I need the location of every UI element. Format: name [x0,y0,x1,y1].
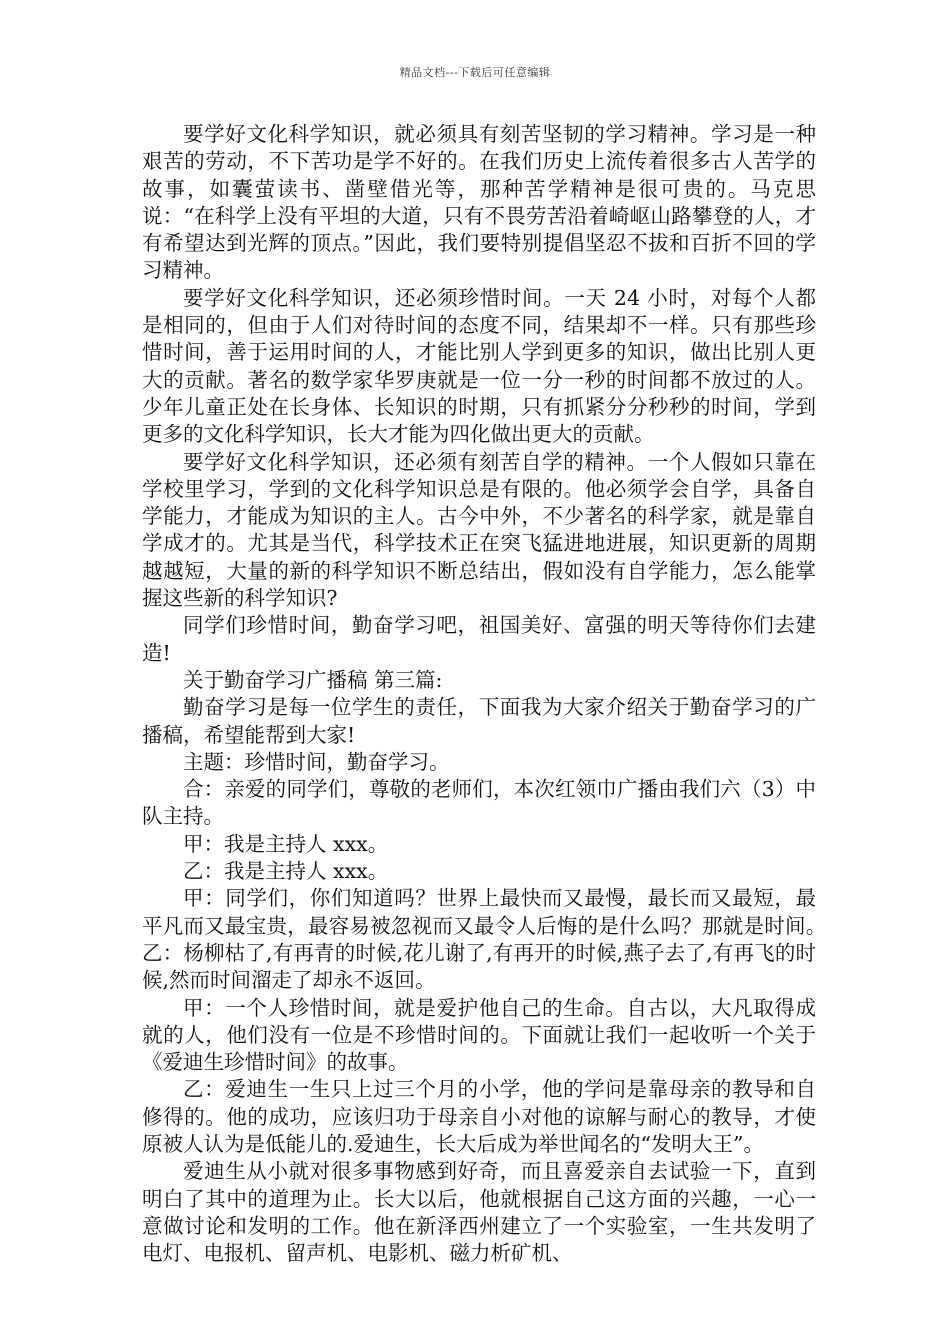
section-heading: 关于勤奋学习广播稿 第三篇: [183,667,443,692]
paragraph: 要学好文化科学知识，还必须有刻苦自学的精神。一个人假如只靠在学校里学习，学到的文化科学知识总是有限的。他必须学会自学，具备自学能力，才能成为知识的主人。古今中外，不少著名的科学家，就是靠自学成才的。尤其是当代，科学技术正在突飞猛进地进展，知识更新的周期越越短，大量的新的科学知识不断总结出，假如没有自学能力，怎么能掌握这些新的科学知识? [142,449,816,611]
paragraph: 同学们珍惜时间，勤奋学习吧，祖国美好、富强的明天等待你们去建造! [142,613,816,665]
paragraph: 甲：一个人珍惜时间，就是爱护他自己的生命。自古以，大凡取得成就的人，他们没有一位是不珍惜时间的。下面就让我们一起收听一个关于《爱迪生珍惜时间》的故事。 [142,995,816,1075]
paragraph: 主题：珍惜时间，勤奋学习。 [183,749,450,774]
document-body [142,121,837,1267]
paragraph: 甲：我是主持人 xxx。 [183,831,389,856]
paragraph: 合：亲爱的同学们，尊敬的老师们，本次红领巾广播由我们六（3）中队主持。 [142,777,816,829]
paragraph: 要学好文化科学知识，还必须珍惜时间。一天 24 小时，对每个人都是相同的，但由于人们对待时间的态度不同，结果却不一样。只有那些珍惜时间，善于运用时间的人，才能比别人学到更多的知识，做出比别人更大的贡献。著名的数学家华罗庚就是一位一分一秒的时间都不放过的人。少年儿童正处在长身体、长知识的时期，只有抓紧分分秒秒的时间，学到更多的文化科学知识，长大才能为四化做出更大的贡献。 [142,285,816,447]
paragraph: 要学好文化科学知识，就必须具有刻苦坚韧的学习精神。学习是一种艰苦的劳动，不下苦功是学不好的。在我们历史上流传着很多古人苦学的故事，如囊萤读书、凿壁借光等，那种苦学精神是很可贵的。马克思说：“在科学上没有平坦的大道，只有不畏劳苦沿着崎岖山路攀登的人，才有希望达到光辉的顶点。”因此，我们要特别提倡坚忍不拔和百折不回的学习精神。 [142,122,816,283]
page-header: 精品文档---下载后可任意编辑 [399,66,551,79]
paragraph: 勤奋学习是每一位学生的责任，下面我为大家介绍关于勤奋学习的广播稿，希望能帮到大家! [142,695,816,747]
paragraph: 乙：爱迪生一生只上过三个月的小学，他的学问是靠母亲的教导和自修得的。他的成功，应该归功于母亲自小对他的谅解与耐心的教导，才使原被人认为是低能儿的.爱迪生，长大后成为举世闻名的“发明大王”。 [142,1077,816,1156]
paragraph: 爱迪生从小就对很多事物感到好奇，而且喜爱亲自去试验一下，直到明白了其中的道理为止。长大以后，他就根据自己这方面的兴趣，一心一意做讨论和发明的工作。他在新泽西州建立了一个实验室，一生共发明了电灯、电报机、留声机、电影机、磁力析矿机、 [142,1159,816,1266]
paragraph: 甲：同学们，你们知道吗？世界上最快而又最慢，最长而又最短，最平凡而又最宝贵，最容易被忽视而又最令人后悔的是什么吗？那就是时间。 乙：杨柳枯了,有再青的时候,花儿谢了,有再开的时候,燕子去了,有再飞的时候,然而时间溜走了却永不返回。 [142,886,837,993]
paragraph: 乙：我是主持人 xxx。 [183,859,389,884]
